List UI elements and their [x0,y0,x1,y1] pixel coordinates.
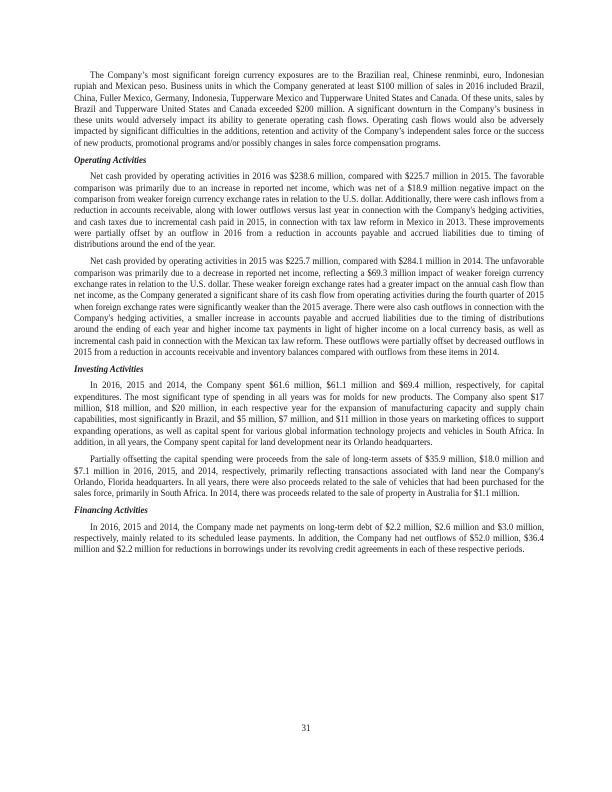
heading-investing-activities: Investing Activities [74,364,144,375]
paragraph-investing-proceeds: Partially offsetting the capital spending were proceeds from the sale of long-term assets of $35.9 million, $18.0 million and $7.1 million in 2016, 2015, and 2014, respectively, primarily reflecting transactions associated with land near the Company's Orlando, Florida headquarters. In all years, there were also proceeds related to the sale of vehicles that had been purchased for the sales force, primarily in South Africa. In 2014, there was proceeds related to the sale of property in Australia for $1.1 million. [74,454,544,499]
document-body [74,70,544,562]
heading-financing-activities: Financing Activities [74,505,148,516]
heading-operating-activities: Operating Activities [74,155,147,166]
paragraph-operating-2016: Net cash provided by operating activities in 2016 was $238.6 million, compared with $225.7 million in 2015. The favorable comparison was primarily due to an increase in reported net income, which was net of a $18.9 million negative impact on the comparison from weaker foreign currency exchange rates in relation to the U.S. dollar. Additionally, there were cash inflows from a reduction in accounts receivable, along with lower outflows versus last year in connection with the Company's hedging activities, and cash taxes due to incremental cash paid in 2015, in connection with tax law reform in Mexico in 2013. These improvements were partially offset by an outflow in 2016 from a reduction in accounts payable and accrued liabilities due to timing of distributions around the end of the year. [74,171,544,250]
paragraph-financing-debt: In 2016, 2015 and 2014, the Company made net payments on long-term debt of $2.2 million, $2.6 million and $3.0 million, respectively, mainly related to its scheduled lease payments. In addition, the Company had net outflows of $52.0 million, $36.4 million and $2.2 million for reductions in borrowings under its revolving credit agreements in each of these respective periods. [74,521,544,555]
paragraph-investing-capex: In 2016, 2015 and 2014, the Company spent $61.6 million, $61.1 million and $69.4 million, respectively, for capital expenditures. The most significant type of spending in all years was for molds for new products. The Company also spent $17 million, $18 million, and $20 million, in each respective year for the expansion of manufacturing capacity and supply chain capabilities, most significantly in Brazil, and $5 million, $7 million, and $11 million in those years on marketing offices to support expanding operations, as well as capital spent for various global information technology projects and vehicles in South Africa. In addition, in all years, the Company spent capital for land development near its Orlando headquarters. [74,380,544,447]
paragraph-operating-2015: Net cash provided by operating activities in 2015 was $225.7 million, compared with $284.1 million in 2014. The unfavorable comparison was primarily due to a decrease in reported net income, reflecting a $69.3 million impact of weaker foreign currency exchange rates in relation to the U.S. dollar. These weaker foreign exchange rates had a greater impact on the annual cash flow than net income, as the Company generated a significant share of its cash flow from operating activities during the fourth quarter of 2015 when foreign exchange rates were significantly weaker than the 2015 average. There were also cash outflows in connection with the Company's hedging activities, a smaller increase in accounts payable and accrued liabilities due to the timing of distributions around the ending of each year and higher income tax payments in light of higher income on a local currency basis, as well as incremental cash paid in connection with the Mexican tax law reform. These outflows were partially offset by decreased outflows in 2015 from a reduction in accounts receivable and inventory balances compared with outflows from these items in 2014. [74,256,544,357]
paragraph-foreign-currency: The Company’s most significant foreign currency exposures are to the Brazilian real, Chinese renminbi, euro, Indonesian rupiah and Mexican peso. Business units in which the Company generated at least $100 million of sales in 2016 included Brazil, China, Fuller Mexico, Germany, Indonesia, Tupperware Mexico and Tupperware United States and Canada. Of these units, sales by Brazil and Tupperware United States and Canada exceeded $200 million. A significant downturn in the Company’s business in these units would adversely impact its ability to generate operating cash flows. Operating cash flows would also be adversely impacted by significant difficulties in the additions, retention and activity of the Company’s independent sales force or the success of new products, promotional programs and/or possibly changes in sales force compensation programs. [74,70,544,148]
page-number: 31 [301,723,311,733]
